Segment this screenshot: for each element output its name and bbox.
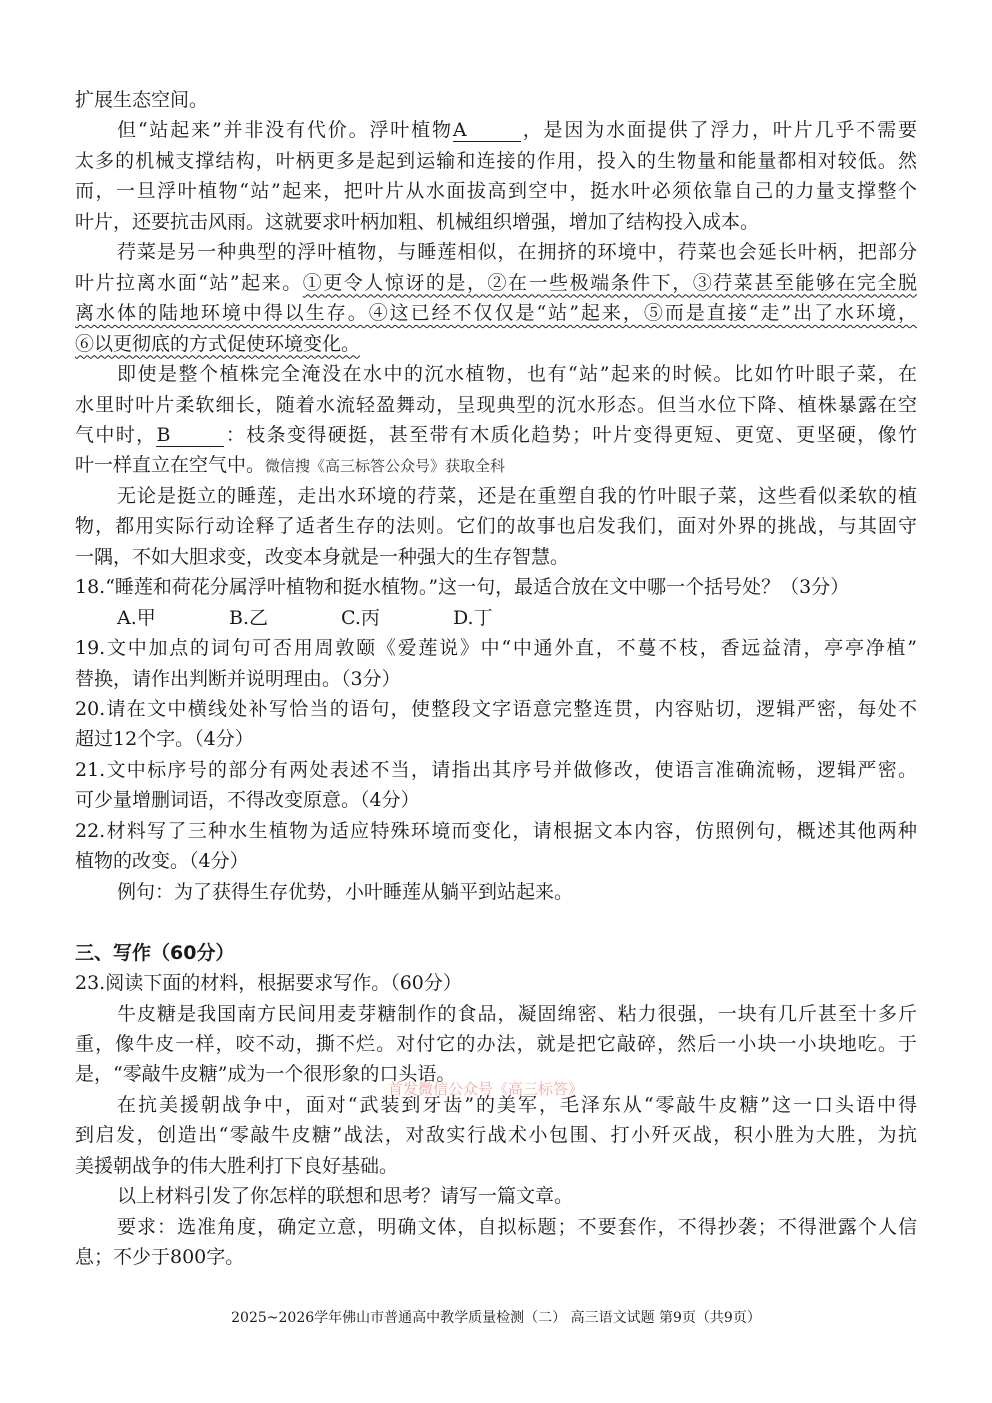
text-line: [75, 420, 917, 450]
text-line: [75, 450, 917, 480]
text-line: [117, 481, 917, 511]
text-segment: 19.文中加点的词句可否用周敦颐《爱莲说》中“中通外直，不蔓不枝，香远益清，亭亭净植”: [75, 637, 917, 660]
text-line: [75, 785, 917, 815]
answer-option: A.甲: [117, 606, 156, 629]
text-segment: 太多的机械支撑结构，叶柄更多是起到运输和连接的作用，投入的生物量和能量都相对较低。然: [75, 149, 917, 172]
text-line: [117, 359, 917, 389]
text-line: [75, 633, 917, 663]
text-segment: 到启发，创造出“零敲牛皮糖”战法，对敌实行战术小包围、打小歼灭战，积小胜为大胜，为抗: [75, 1124, 917, 1147]
text-line: [75, 542, 917, 572]
text-segment: 三、写作（60分）: [75, 941, 235, 964]
text-segment: 23.阅读下面的材料，根据要求写作。（60分）: [75, 972, 462, 995]
text-line: [75, 664, 917, 694]
section-heading: [75, 938, 917, 968]
text-line: [75, 816, 917, 846]
text-line: [75, 268, 917, 298]
text-segment: 无论是挺立的睡莲，走出水环境的荇菜，还是在重塑自我的竹叶眼子菜，这些看似柔软的植: [117, 484, 917, 507]
text-segment: 牛皮糖是我国南方民间用麦芽糖制作的食品，凝固绵密、粘力很强，一块有几斤甚至十多斤: [117, 1002, 917, 1025]
text-line: [75, 724, 917, 754]
answer-option: D.丁: [453, 606, 493, 629]
text-line: [117, 877, 917, 907]
text-line: [75, 146, 917, 176]
text-segment: 美援朝战争的伟大胜利打下良好基础。: [75, 1154, 399, 1177]
text-segment: 气中时，: [75, 423, 157, 446]
watermark-text: 微信搜《高三标答公众号》获取全科: [265, 457, 506, 476]
text-line: [75, 755, 917, 785]
text-segment: 21.文中标序号的部分有两处表述不当，请指出其序号并做修改，使语言准确流畅，逻辑严密。: [75, 758, 917, 781]
text-segment: 水里时叶片柔软细长，随着水流轻盈舞动，呈现典型的沉水形态。但当水位下降、植株暴露在空: [75, 393, 917, 416]
page-footer: 2025~2026学年佛山市普通高中教学质量检测（二） 高三语文试题 第9页（共9页）: [231, 1310, 761, 1326]
text-segment: ：枝条变得硬挺，甚至带有木质化趋势；叶片变得更短、更宽、更坚硬，像竹: [224, 423, 917, 446]
text-line: [75, 298, 917, 328]
text-line: [75, 176, 917, 206]
text-line: [117, 1181, 917, 1211]
answer-blank: A: [453, 119, 521, 142]
text-line: [117, 115, 917, 145]
text-segment: 可少量增删词语，不得改变原意。（4分）: [75, 789, 420, 812]
answer-blank: B: [156, 424, 224, 447]
text-segment: 但“站起来”并非没有代价。浮叶植物: [117, 119, 453, 142]
wavy-underlined-text: ①更令人惊讶的是，②在一些极端条件下，③荇菜甚至能够在完全脱: [302, 271, 917, 294]
text-line: [75, 968, 917, 998]
text-segment: 一隅，不如大胆求变，改变本身就是一种强大的生存智慧。: [75, 545, 570, 568]
text-segment: 扩展生态空间。: [75, 89, 209, 111]
text-line: [117, 237, 917, 267]
text-line: [75, 1151, 917, 1181]
text-segment: 重，像牛皮一样，咬不动，撕不烂。对付它的办法，就是把它敲碎，然后一小块一小块地吃。于: [75, 1032, 917, 1055]
text-segment: 在抗美援朝战争中，面对“武装到牙齿”的美军，毛泽东从“零敲牛皮糖”这一口头语中得: [117, 1093, 917, 1116]
text-line: [75, 1242, 917, 1272]
text-segment: 要求：选准角度，确定立意，明确文体，自拟标题；不要套作，不得抄袭；不得泄露个人信: [117, 1215, 917, 1238]
wavy-underlined-text: 离水体的陆地环境中得以生存。④这已经不仅仅是“站”起来，⑤而是直接“走”出了水环境，: [75, 302, 917, 325]
text-segment: 22.材料写了三种水生植物为适应特殊环境而变化，请根据文本内容，仿照例句，概述其他两种: [75, 819, 917, 842]
text-segment: 例句：为了获得生存优势，小叶睡莲从躺平到站起来。: [117, 880, 574, 903]
text-line: [75, 85, 917, 115]
text-segment: 叶片，还要抗击风雨。这就要求叶柄加粗、机械组织增强，增加了结构投入成本。: [75, 210, 760, 233]
text-segment: 而，一旦浮叶植物“站”起来，把叶片从水面拔高到空中，挺水叶必须依靠自己的力量支撑整个: [75, 180, 917, 203]
watermark: 首发微信公众号《高三标答》: [388, 1080, 584, 1098]
text-segment: 以上材料引发了你怎样的联想和思考？请写一篇文章。: [117, 1185, 574, 1208]
text-segment: 超过12个字。（4分）: [75, 728, 254, 751]
text-segment: 叶片拉离水面“站”起来。: [75, 271, 303, 294]
text-line: [75, 1029, 917, 1059]
text-line: [75, 694, 917, 724]
answer-option: B.乙: [229, 606, 269, 629]
text-line: [75, 207, 917, 237]
text-segment: ，是因为水面提供了浮力，叶片几乎不需要: [520, 119, 917, 142]
text-segment: 荇菜是另一种典型的浮叶植物，与睡莲相似，在拥挤的环境中，荇菜也会延长叶柄，把部分: [117, 241, 917, 264]
text-line: [75, 390, 917, 420]
text-segment: 20.请在文中横线处补写恰当的语句，使整段文字语意完整连贯，内容贴切，逻辑严密，每处不: [75, 698, 917, 720]
text-segment: 植物的改变。（4分）: [75, 850, 249, 873]
text-segment: 物，都用实际行动诠释了适者生存的法则。它们的故事也启发我们，面对外界的挑战，与其固守: [75, 515, 917, 538]
text-segment: 18.“睡莲和荷花分属浮叶植物和挺水植物。”这一句，最适合放在文中哪一个括号处？（3分）: [75, 576, 850, 599]
text-line: [75, 511, 917, 541]
text-segment: 替换，请作出判断并说明理由。（3分）: [75, 667, 401, 690]
text-line: [117, 603, 917, 633]
text-line: [117, 1212, 917, 1242]
wavy-underlined-text: ⑥以更彻底的方式促使环境变化。: [75, 332, 361, 355]
text-line: [75, 572, 917, 602]
text-line: [75, 846, 917, 876]
text-line: [117, 999, 917, 1029]
text-line: [75, 1120, 917, 1150]
answer-option: C.丙: [341, 606, 380, 629]
text-segment: 即使是整个植株完全淹没在水中的沉水植物，也有“站”起来的时候。比如竹叶眼子菜，在: [117, 363, 917, 386]
text-segment: 息；不少于800字。: [75, 1246, 245, 1269]
text-segment: 是，“零敲牛皮糖”成为一个很形象的口头语。: [75, 1063, 456, 1086]
text-segment: 叶一样直立在空气中。: [75, 454, 266, 477]
text-line: [75, 329, 917, 359]
